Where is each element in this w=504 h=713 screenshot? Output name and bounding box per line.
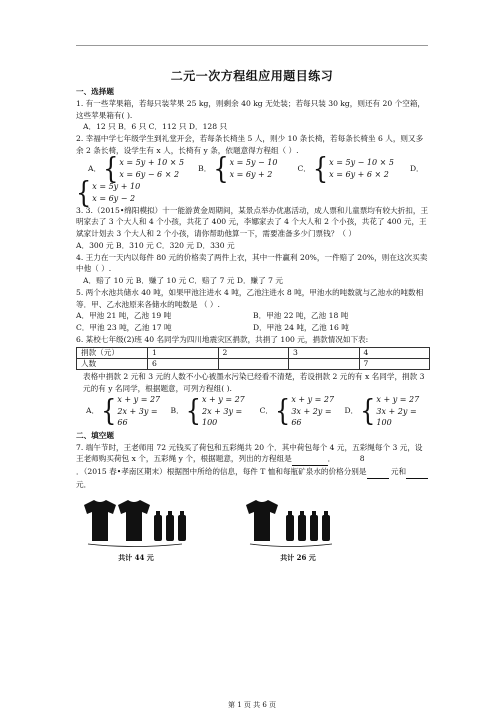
shirts-bottles-illustration-2 [240, 497, 356, 549]
question-3-options: A．300 元 B．310 元 C．320 元 D．330 元 [76, 240, 235, 250]
q2-option-d-label: D． [409, 163, 424, 173]
question-2: 2. 幸福中学七年级学生到礼堂开会，若每条长椅坐 5 人，则少 10 条长椅，若每条长椅坐 6 人，则又多余 2 条长椅，设学生有 x 人，长椅有 y 条，依题意得方程组（ ）. [76, 134, 424, 155]
section-choice-heading: 一、选择题 [76, 87, 114, 96]
section-fill-heading: 二、填空题 [76, 430, 114, 440]
question-6-options [76, 394, 430, 428]
figure-1-total: 共计 44 元 [118, 553, 154, 563]
q2-option-a: A． { x = 5y + 10 × 5 x = 6y − 6 × 2 [88, 151, 185, 186]
question-8-number: 8 [359, 454, 365, 464]
question-2-options-row2 [76, 175, 430, 210]
question-8-figures [76, 497, 430, 565]
question-1-options: A．12 只 B．6 只 C．112 只 D．128 只 [83, 122, 228, 132]
question-1: 1. 有一些苹果箱，若每只装苹果 25 kg，则剩余 40 kg 无处装；若每只装 30 kg，则还有 20 个空箱，这些苹果箱有( ). [76, 98, 426, 120]
donation-table [76, 347, 430, 370]
header-rule [76, 45, 428, 46]
question-4: 4. 王力在一天内以每件 80 元的价格卖了两件上衣，其中一件赢利 20%，一件赔了 20%，则在这次买卖中他（ ）. [76, 252, 428, 274]
q7-answer-blank [292, 453, 328, 466]
question-5: 5. 两个水池共储水 40 吨，如果甲池注进水 4 吨，乙池注进水 8 吨，甲池水的吨数就与乙池水的吨数相等．甲、乙水池原来各储水的吨数是 （ ）. [76, 287, 424, 309]
figure-1 [78, 497, 194, 565]
shirts-bottles-illustration-1 [78, 497, 194, 549]
table-row: 捐款（元） 1 2 3 4 [77, 347, 430, 358]
question-2-options-row1 [76, 151, 430, 186]
q2-option-b: B． { x = 5y − 10 x = 6y + 2 [198, 151, 278, 186]
q2-option-c: C． { x = 5y − 10 × 5 x = 6y + 6 × 2 [297, 151, 394, 186]
q8-answer-blank-1 [367, 466, 389, 479]
document-body [76, 86, 430, 564]
page-title: 二元一次方程组应用题目练习 [170, 69, 334, 83]
q6-option-a: A． { x + y = 27 2x + 3y = 66 [86, 394, 161, 428]
q2-option-d: { x = 5y + 10 x = 6y − 2 [76, 175, 141, 210]
question-6-continued: 表格中捐款 2 元和 3 元的人数不小心被墨水污染已经看不清楚，若设捐款 2 元的有 x 名同学，捐款 3 元的有 y 名同学，根据题意，可列方程组( ). [83, 371, 425, 393]
q6-option-d: D． { x + y = 27 3x + 2y = 100 [344, 394, 420, 428]
question-4-options: A．赔了 10 元 B．赚了 10 元 C．赔了 7 元 D．赚了 7 元 [83, 276, 284, 286]
question-8: ．（2015 春•孝南区期末）根据图中所给的信息，每件 T 恤和每瓶矿泉水的价格分别是 元和 元． [76, 466, 430, 491]
figure-2-total: 共计 26 元 [280, 553, 316, 563]
question-5-options: A．甲池 21 吨，乙池 19 吨 B．甲池 22 吨，乙池 18 吨 C．甲池 23 吨，乙池 17 吨 D．甲池 24 吨，乙池 16 吨 [76, 311, 349, 333]
question-6: 6. 某校七年级(2)班 40 名同学为四川地震灾区捐款，共捐了 100 元，捐款情况如下表: [76, 335, 369, 345]
q6-option-c: C． { x + y = 27 3x + 2y = 66 [259, 394, 335, 428]
question-3: 3. 3.（2015•绵阳模拟）十一能游黄金周期间，某景点举办优惠活动，成人票和儿童票均有较大折扣，王明家去了 3 个大人和 4 个小孩，共花了 400 元，李娜家去了 4 个大人和 2 个小孩，共花了 400 元，王斌家计划去 3 个大人和 2 个小孩，请你帮助他算一下，需要准备多少门票钱？（ ） [76, 205, 429, 239]
table-row: 人数 6 7 [77, 358, 430, 369]
question-7: 7. 端午节时，王老师用 72 元钱买了荷包和五彩绳共 20 个．其中荷包每个 4 元，五彩绳每个 3 元，设王老师购买荷包 x 个，五彩绳 y 个，根据题意，列出的方程组是 ． 8 [76, 442, 430, 467]
figure-2 [240, 497, 356, 565]
q6-option-b: B． { x + y = 27 2x + 3y = 100 [170, 394, 245, 428]
q8-answer-blank-2 [406, 466, 428, 479]
page-footer: 第 1 页 共 6 页 [227, 701, 277, 709]
